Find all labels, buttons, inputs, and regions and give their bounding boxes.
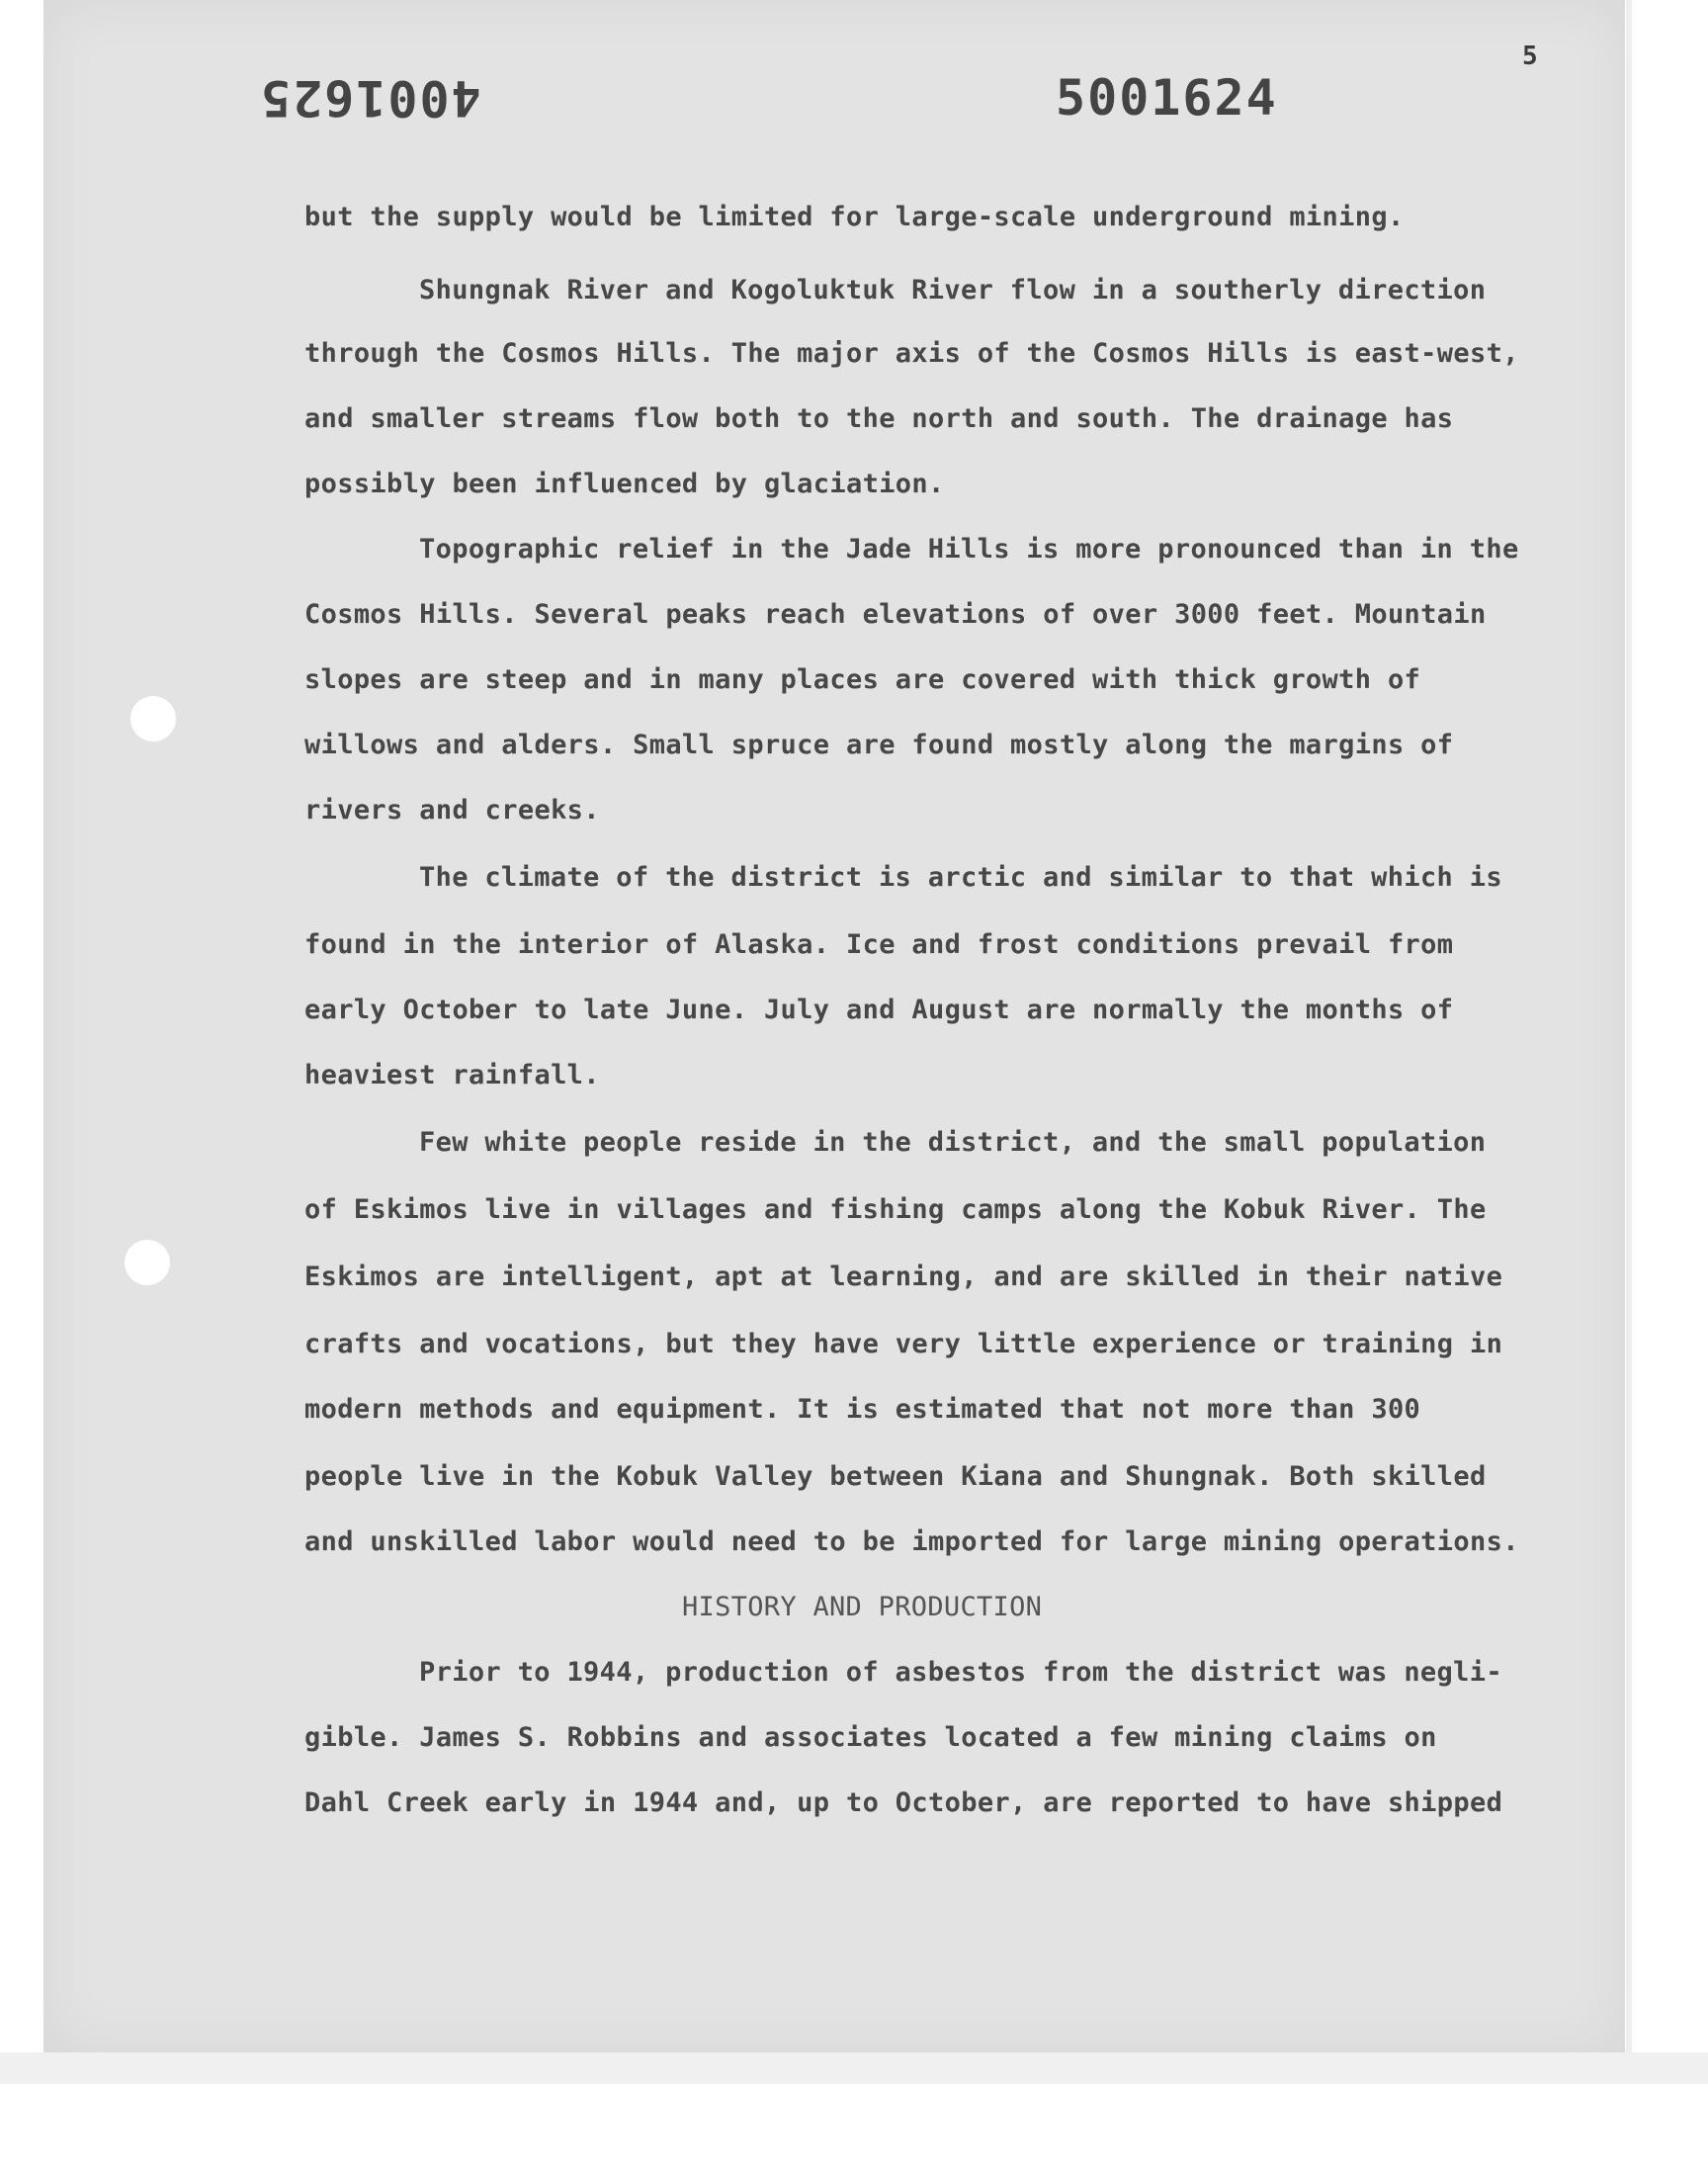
text-line: Topographic relief in the Jade Hills is more pronounced than in the	[419, 534, 1519, 565]
text-line: crafts and vocations, but they have very little experience or training in	[304, 1329, 1503, 1359]
text-line: modern methods and equipment. It is estimated that not more than 300	[304, 1394, 1421, 1425]
text-line: people live in the Kobuk Valley between Kiana and Shungnak. Both skilled	[304, 1461, 1487, 1492]
text-line: heaviest rainfall.	[304, 1060, 600, 1090]
document-stamp: 5001624	[1056, 69, 1278, 127]
text-line: Eskimos are intelligent, apt at learning, and are skilled in their native	[304, 1262, 1503, 1292]
punch-hole-lower	[125, 1240, 170, 1285]
text-line: through the Cosmos Hills. The major axis of the Cosmos Hills is east-west,	[304, 338, 1519, 369]
section-heading: HISTORY AND PRODUCTION	[682, 1592, 1043, 1622]
text-line: willows and alders. Small spruce are found mostly along the margins of	[304, 730, 1454, 760]
text-line: early October to late June. July and August are normally the months of	[304, 995, 1454, 1025]
text-line: Shungnak River and Kogoluktuk River flow in a southerly direction	[419, 275, 1487, 305]
text-line: rivers and creeks.	[304, 795, 600, 826]
text-line: Few white people reside in the district, and the small population	[419, 1127, 1487, 1158]
text-line: The climate of the district is arctic and similar to that which is	[419, 862, 1502, 893]
punch-hole-upper	[130, 696, 176, 741]
text-line: Dahl Creek early in 1944 and, up to October, are reported to have shipped	[304, 1787, 1503, 1818]
document-stamp-inverted: 4001625	[259, 69, 481, 127]
text-line: gible. James S. Robbins and associates located a few mining claims on	[304, 1722, 1437, 1753]
text-line: but the supply would be limited for large-scale underground mining.	[304, 202, 1405, 232]
text-line: found in the interior of Alaska. Ice and frost conditions prevail from	[304, 929, 1454, 960]
text-line: and unskilled labor would need to be imported for large mining operations.	[304, 1526, 1519, 1557]
text-line: Cosmos Hills. Several peaks reach elevations of over 3000 feet. Mountain	[304, 599, 1487, 630]
text-line: possibly been influenced by glaciation.	[304, 469, 945, 499]
scan-margin	[0, 2084, 1708, 2175]
text-line: of Eskimos live in villages and fishing camps along the Kobuk River. The	[304, 1194, 1487, 1225]
scanner-bed-strip	[0, 2052, 1708, 2084]
page-edge	[1626, 0, 1632, 2052]
text-line: and smaller streams flow both to the north and south. The drainage has	[304, 403, 1454, 434]
page-number: 5	[1522, 42, 1538, 71]
text-line: Prior to 1944, production of asbestos from the district was negli-	[419, 1657, 1502, 1688]
text-line: slopes are steep and in many places are covered with thick growth of	[304, 664, 1421, 695]
